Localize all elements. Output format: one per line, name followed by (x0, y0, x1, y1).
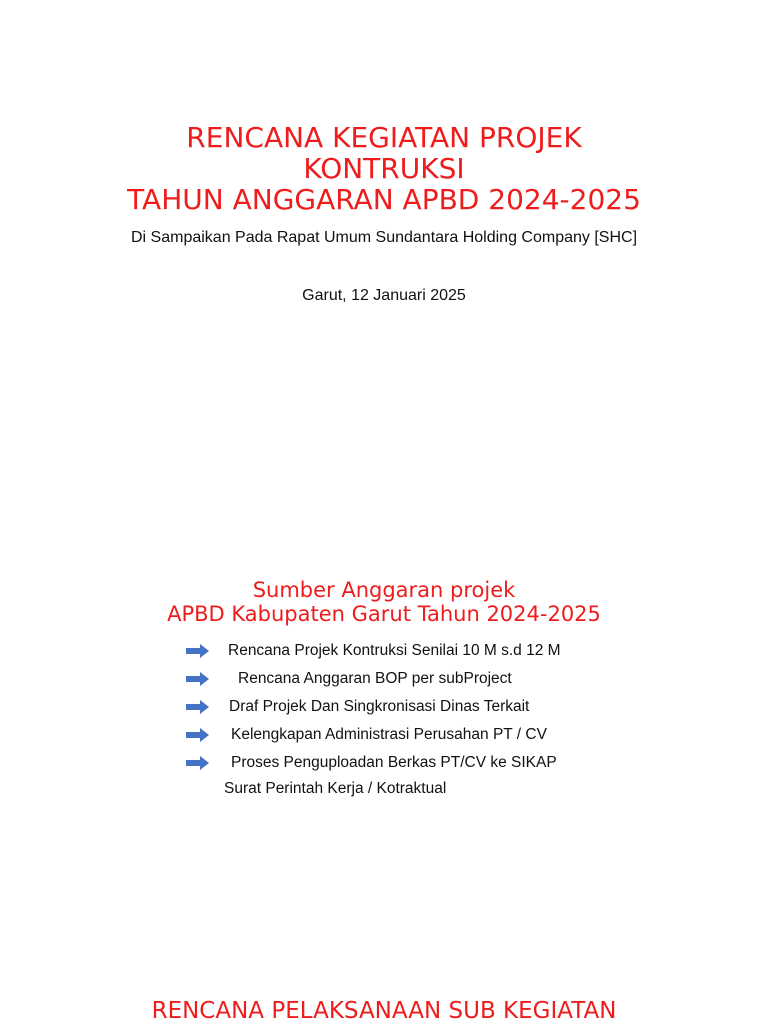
right-arrow-icon (186, 671, 210, 687)
right-arrow-icon (186, 643, 210, 659)
list-item (186, 724, 547, 746)
slide2-title (0, 578, 768, 626)
right-arrow-icon (186, 699, 210, 715)
list-item-label: Rencana Anggaran BOP per subProject (238, 670, 512, 687)
list-item-label: Draf Projek Dan Singkronisasi Dinas Terkait (229, 698, 530, 715)
slide2-title-line-1: Sumber Anggaran projek (252, 578, 516, 602)
right-arrow-icon (186, 755, 210, 771)
slide1-subtitle: Di Sampaikan Pada Rapat Umum Sundantara Holding Company [SHC] (130, 229, 638, 246)
list-item-label: Proses Penguploadan Berkas PT/CV ke SIKAP (231, 754, 557, 771)
slide1-title (0, 122, 768, 215)
slide2-extra-item: Surat Perintah Kerja / Kotraktual (224, 780, 447, 797)
list-item-label: Rencana Projek Kontruksi Senilai 10 M s.d 12 M (228, 642, 561, 659)
right-arrow-icon (186, 727, 210, 743)
slide1-title-line-1: RENCANA KEGIATAN PROJEK (186, 121, 582, 154)
list-item (186, 752, 557, 774)
list-item (186, 640, 561, 662)
slide3-title: RENCANA PELAKSANAAN SUB KEGIATAN (151, 998, 617, 1024)
slide2-title-line-2: APBD Kabupaten Garut Tahun 2024-2025 (167, 602, 601, 626)
slide1-title-line-2: KONTRUKSI (303, 152, 465, 185)
list-item (186, 696, 529, 718)
list-item-label: Kelengkapan Administrasi Perusahan PT / CV (231, 726, 547, 743)
slide1-date: Garut, 12 Januari 2025 (302, 287, 466, 304)
slide1-title-line-3: TAHUN ANGGARAN APBD 2024-2025 (127, 183, 641, 216)
list-item (186, 668, 512, 690)
